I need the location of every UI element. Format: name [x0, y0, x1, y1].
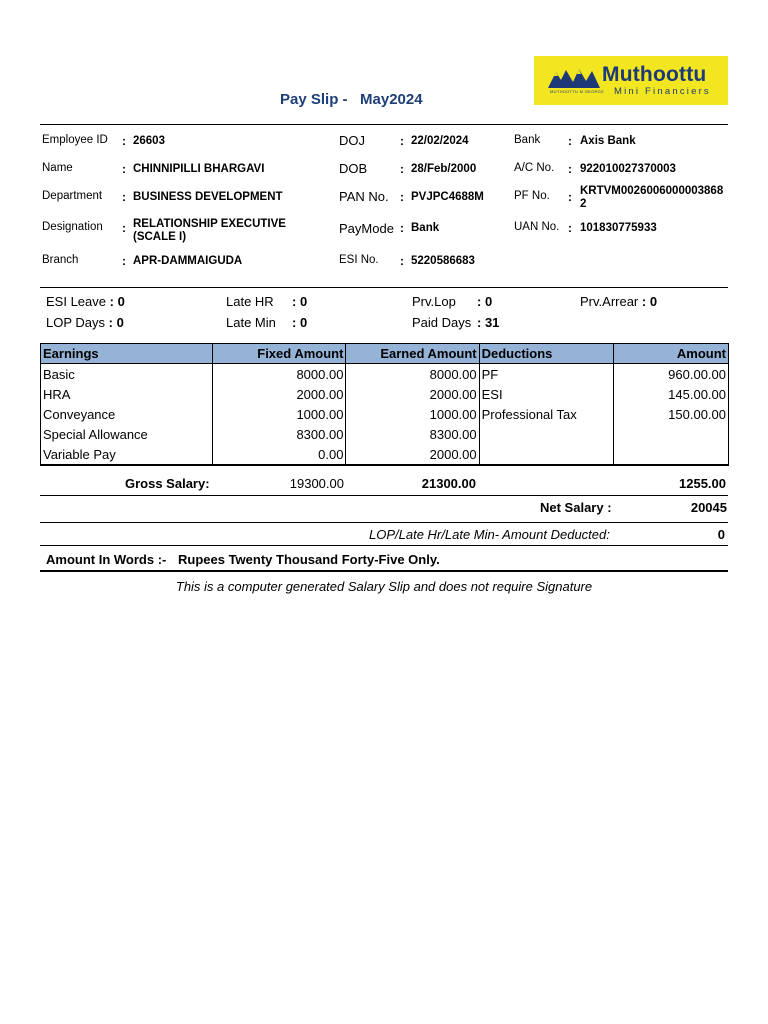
salary-table	[40, 343, 729, 466]
prv-arrear-value: 0	[649, 294, 658, 309]
ac-no-label: A/C No.	[514, 162, 555, 174]
late-min: : 0	[292, 315, 308, 330]
doj-value: 22/02/2024	[411, 135, 469, 147]
pf-no-value-line1: KRTVM0026006000003868	[580, 185, 724, 197]
deduction-name: ESI	[479, 384, 613, 404]
name-value: CHINNIPILLI BHARGAVI	[133, 163, 265, 175]
fixed-amount: 8000.00	[213, 364, 346, 385]
paymode-value: Bank	[411, 222, 440, 234]
branch-value: APR-DAMMAIGUDA	[133, 255, 243, 267]
uan-no-label: UAN No.	[514, 221, 560, 233]
employee-id-label: Employee ID	[42, 134, 108, 146]
earned-amount-header: Earned Amount	[346, 344, 479, 364]
logo-name: Muthoottu	[602, 63, 707, 86]
colon: :	[568, 162, 572, 176]
lop-deduction-label: LOP/Late Hr/Late Min- Amount Deducted:	[369, 527, 610, 542]
logo-tagline: MUTHOOTTU M GEORGE	[550, 89, 605, 94]
doj-label: DOJ	[339, 133, 365, 148]
prv-lop: : 0	[477, 294, 493, 309]
deduction-amount	[613, 424, 728, 444]
earning-name: Conveyance	[41, 404, 213, 424]
amount-in-words-value: Rupees Twenty Thousand Forty-Five Only.	[178, 552, 440, 567]
earning-name: Special Allowance	[41, 424, 213, 444]
amount-header: Amount	[613, 344, 728, 364]
late-min-value: 0	[299, 315, 308, 330]
gross-fixed-total: 19300.00	[289, 476, 344, 491]
designation-value-line2: (SCALE I)	[133, 231, 187, 243]
late-hr-label: Late HR	[226, 294, 274, 309]
colon: :	[122, 190, 126, 204]
divider	[40, 287, 728, 288]
prv-lop-label: Prv.Lop	[412, 294, 456, 309]
company-logo	[534, 56, 728, 105]
colon: :	[122, 134, 126, 148]
lop-days-label: LOP Days	[46, 315, 106, 330]
prv-lop-value: 0	[484, 294, 493, 309]
earned-amount: 2000.00	[346, 384, 479, 404]
footer-note: This is a computer generated Salary Slip and does not require Signature	[175, 579, 593, 594]
earned-amount: 8300.00	[346, 424, 479, 444]
colon: :	[400, 254, 404, 268]
designation-value-line1: RELATIONSHIP EXECUTIVE	[133, 218, 286, 230]
earning-name: HRA	[41, 384, 213, 404]
lop-days: LOP Days : 0	[46, 315, 124, 330]
pan-value: PVJPC4688M	[411, 191, 484, 203]
paid-days-value: 31	[484, 315, 500, 330]
late-hr-value: 0	[299, 294, 308, 309]
name-label: Name	[42, 162, 73, 174]
deductions-header: Deductions	[479, 344, 613, 364]
fixed-amount: 2000.00	[213, 384, 346, 404]
payslip-title: Pay Slip - May2024	[280, 91, 423, 108]
pf-no-label: PF No.	[514, 190, 550, 202]
divider	[40, 545, 728, 546]
esi-leave: ESI Leave : 0	[46, 294, 125, 309]
colon: :	[400, 190, 404, 204]
colon: :	[400, 221, 404, 235]
deduction-name	[479, 424, 613, 444]
table-row	[41, 444, 729, 465]
table-row	[41, 384, 729, 404]
department-value: BUSINESS DEVELOPMENT	[133, 191, 283, 203]
prv-arrear: Prv.Arrear : 0	[580, 294, 658, 309]
fixed-amount: 8300.00	[213, 424, 346, 444]
logo-subtitle: Mini Financiers	[614, 86, 711, 97]
earned-amount: 2000.00	[346, 444, 479, 465]
dob-value: 28/Feb/2000	[411, 163, 477, 175]
deduction-name	[479, 444, 613, 465]
uan-no-value: 101830775933	[580, 222, 657, 234]
table-row	[41, 404, 729, 424]
divider	[40, 522, 728, 523]
divider	[40, 495, 728, 496]
deduction-amount: 960.00.00	[613, 364, 728, 385]
colon: :	[122, 221, 126, 235]
lop-days-value: 0	[116, 315, 124, 330]
designation-label: Designation	[42, 221, 103, 233]
gross-salary-label: Gross Salary:	[125, 476, 210, 491]
amount-in-words-label: Amount In Words :-	[46, 552, 167, 567]
divider	[40, 124, 728, 125]
earning-name: Variable Pay	[41, 444, 213, 465]
esi-no-label: ESI No.	[339, 254, 379, 266]
mountains-icon	[548, 66, 600, 88]
fixed-amount-header: Fixed Amount	[213, 344, 346, 364]
earned-amount: 8000.00	[346, 364, 479, 385]
ac-no-value: 922010027370003	[580, 163, 676, 175]
department-label: Department	[42, 190, 103, 202]
deduction-name: PF	[479, 364, 613, 385]
pf-no-value-line2: 2	[580, 198, 587, 210]
dob-label: DOB	[339, 161, 368, 176]
fixed-amount: 1000.00	[213, 404, 346, 424]
divider	[40, 570, 728, 572]
branch-label: Branch	[42, 254, 79, 266]
lop-deduction-value: 0	[717, 527, 725, 542]
deduction-amount: 150.00.00	[613, 404, 728, 424]
gross-earned-total: 21300.00	[421, 476, 476, 491]
paid-days: : 31	[477, 315, 500, 330]
net-salary-value: 20045	[690, 500, 727, 515]
late-hr: : 0	[292, 294, 308, 309]
colon: :	[122, 162, 126, 176]
colon: :	[568, 190, 572, 204]
colon: :	[568, 221, 572, 235]
colon: :	[122, 254, 126, 268]
late-min-label: Late Min	[226, 315, 276, 330]
prv-arrear-label: Prv.Arrear	[580, 294, 639, 309]
colon: :	[400, 162, 404, 176]
table-row	[41, 364, 729, 385]
bank-value: Axis Bank	[580, 135, 636, 147]
total-deductions: 1255.00	[679, 476, 726, 491]
esi-no-value: 5220586683	[411, 255, 475, 267]
employee-id-value: 26603	[133, 135, 165, 147]
colon: :	[568, 134, 572, 148]
esi-leave-label: ESI Leave	[46, 294, 106, 309]
earning-name: Basic	[41, 364, 213, 385]
pan-label: PAN No.	[339, 189, 389, 204]
table-row	[41, 424, 729, 444]
deduction-amount	[613, 444, 728, 465]
deduction-name: Professional Tax	[479, 404, 613, 424]
paid-days-label: Paid Days	[412, 315, 472, 330]
salary-table-header	[41, 344, 729, 364]
earned-amount: 1000.00	[346, 404, 479, 424]
paymode-label: PayMode	[339, 221, 394, 236]
earnings-header: Earnings	[41, 344, 213, 364]
net-salary-label: Net Salary :	[540, 500, 612, 515]
bank-label: Bank	[514, 134, 541, 146]
deduction-amount: 145.00.00	[613, 384, 728, 404]
colon: :	[400, 134, 404, 148]
esi-leave-value: 0	[117, 294, 125, 309]
fixed-amount: 0.00	[213, 444, 346, 465]
